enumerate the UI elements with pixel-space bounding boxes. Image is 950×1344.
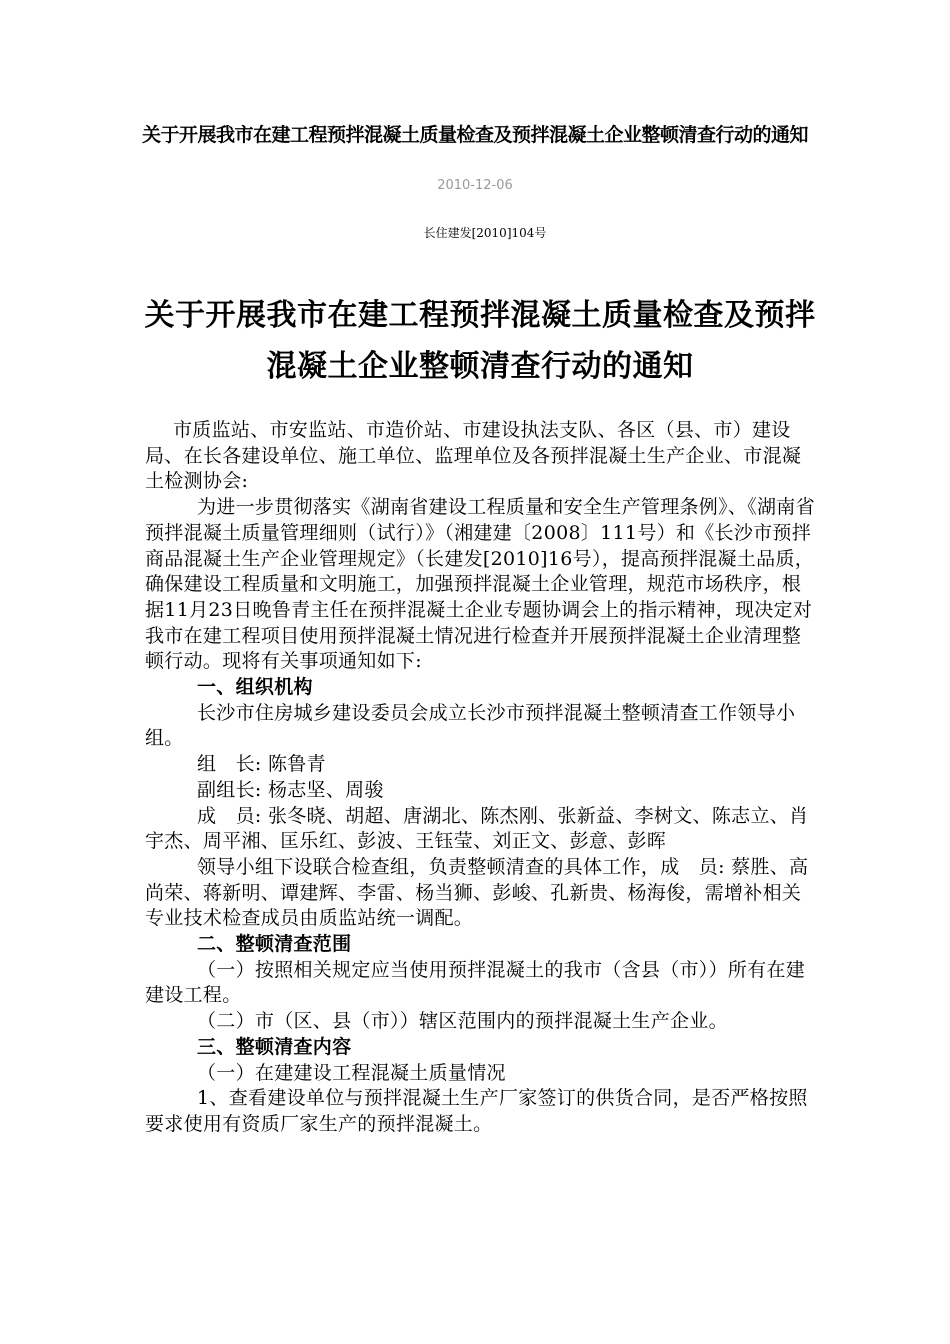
organization-paragraph: 长沙市住房城乡建设委员会成立长沙市预拌混凝土整顿清查工作领导小组。: [145, 701, 796, 750]
content-item-1: （一）在建建设工程混凝土质量情况: [197, 1061, 506, 1084]
header-title: 关于开展我市在建工程预拌混凝土质量检查及预拌混凝土企业整顿清查行动的通知: [141, 124, 808, 146]
section-heading-content: 三、整顿清查内容: [197, 1035, 352, 1058]
document-body: [145, 418, 815, 1138]
inspection-group-paragraph: 领导小组下设联合检查组，负责整顿清查的具体工作，成 员: 蔡胜、高尚荣、蒋新明、谭建辉、李雷、杨当狮、彭峻、孔新贵、杨海俊，需增补相关专业技术检查成员由质监站统一调配。: [145, 855, 809, 930]
main-title: 关于开展我市在建工程预拌混凝土质量检查及预拌混凝土企业整顿清查行动的通知: [144, 298, 816, 384]
section-heading-scope: 二、整顿清查范围: [197, 933, 352, 956]
members-paragraph: 成 员: 张冬晓、胡超、唐湖北、陈杰刚、张新益、李树文、陈志立、肖宇杰、周平湘、匡乐红、彭波、王钰莹、刘正文、彭意、彭晖: [145, 804, 809, 853]
leader-line: 组 长: 陈鲁青: [197, 753, 326, 776]
deputy-leader-line: 副组长: 杨志坚、周骏: [197, 778, 384, 801]
publish-date: 2010-12-06: [437, 178, 513, 193]
recipients-paragraph: 市质监站、市安监站、市造价站、市建设执法支队、各区（县、市）建设局、在长各建设单位、施工单位、监理单位及各预拌混凝土生产企业、市混凝土检测协会:: [145, 419, 802, 493]
intro-paragraph: 为进一步贯彻落实《湖南省建设工程质量和安全生产管理条例》、《湖南省预拌混凝土质量管理细则（试行）》（湘建建〔2008〕111号）和《长沙市预拌商品混凝土生产企业管理规定》（长建发[2010]16号），提高预拌混凝土品质，确保建设工程质量和文明施工，加强预拌混凝土企业管理，规范市场秩序，根据11月23日晚鲁青主任在预拌混凝土企业专题协调会上的指示精神，现决定对我市在建工程项目使用预拌混凝土情况进行检查并开展预拌混凝土企业清理整顿行动。现将有关事项通知如下:: [145, 496, 815, 673]
scope-item-1: （一）按照相关规定应当使用预拌混凝土的我市（含县（市））所有在建建设工程。: [145, 958, 806, 1007]
scope-item-2: （二）市（区、县（市））辖区范围内的预拌混凝土生产企业。: [197, 1010, 728, 1033]
content-item-1-1: 1、查看建设单位与预拌混凝土生产厂家签订的供货合同，是否严格按照要求使用有资质厂家生产的预拌混凝土。: [145, 1087, 808, 1135]
document-number: 长住建发[2010]104号: [423, 226, 547, 240]
section-heading-organization: 一、组织机构: [197, 676, 313, 699]
